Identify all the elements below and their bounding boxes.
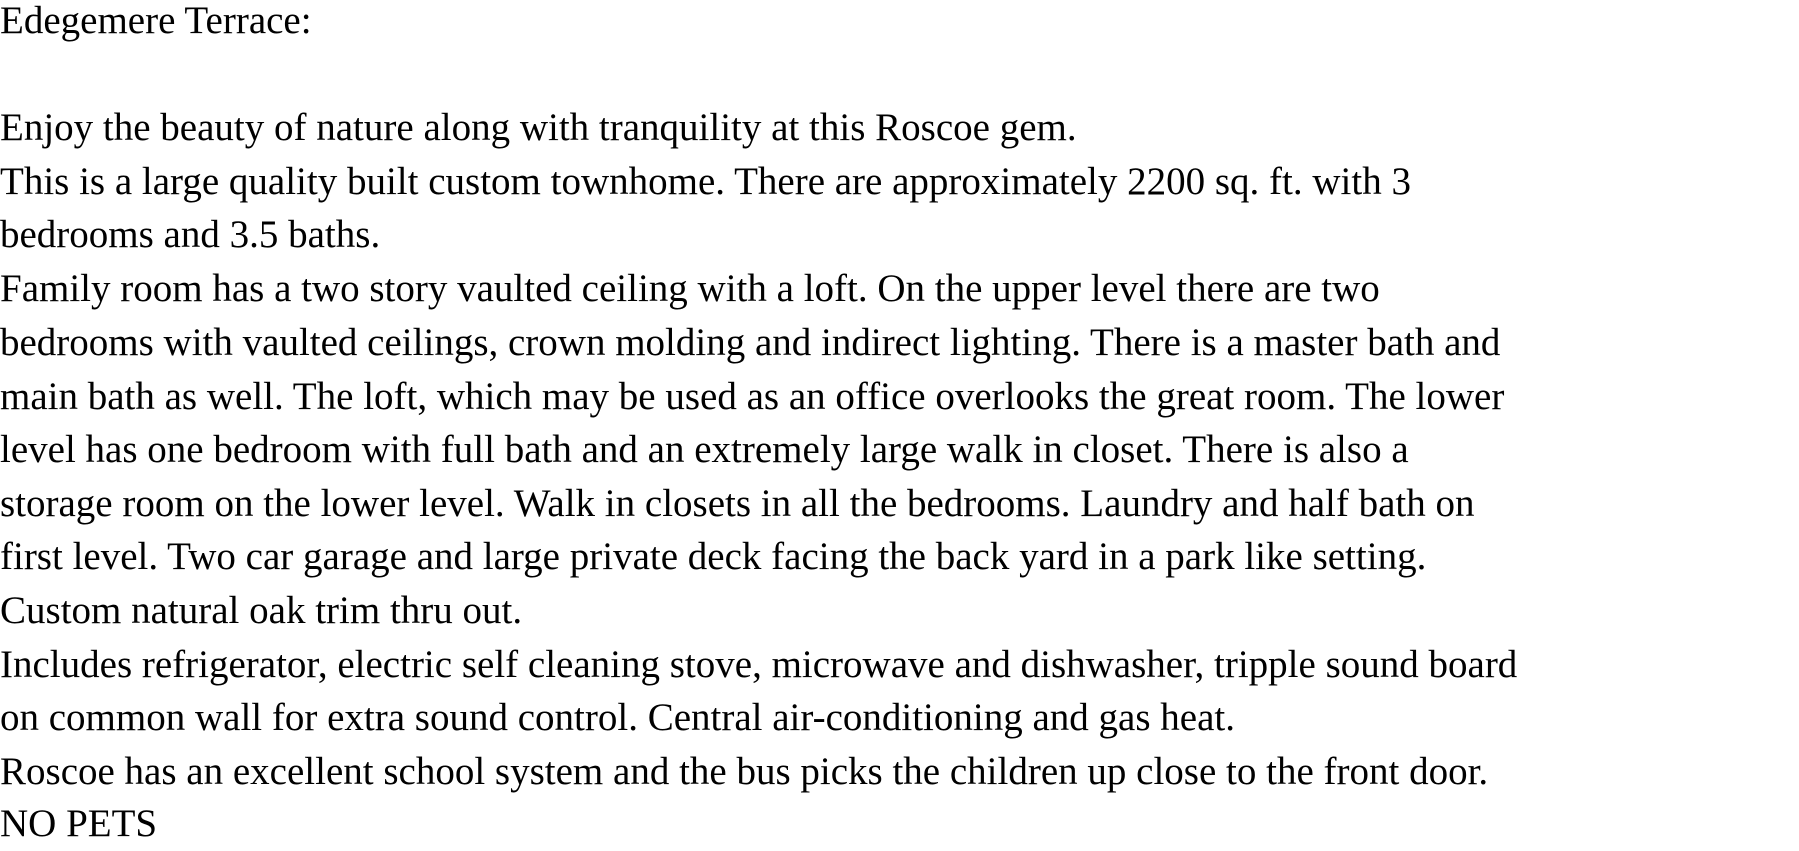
text-line-8: storage room on the lower level. Walk in closets in all the bedrooms. Laundry and half bath on: [0, 482, 1475, 525]
text-line-14: NO PETS: [0, 802, 158, 845]
text-line-3: bedrooms and 3.5 baths.: [0, 213, 381, 256]
text-line-5: bedrooms with vaulted ceilings, crown molding and indirect lighting. There is a master bath and: [0, 321, 1501, 364]
text-line-11: Includes refrigerator, electric self cleaning stove, microwave and dishwasher, tripple sound board: [0, 643, 1518, 686]
text-line-10: Custom natural oak trim thru out.: [0, 589, 523, 632]
text-line-4: Family room has a two story vaulted ceiling with a loft. On the upper level there are two: [0, 267, 1380, 310]
text-line-13: Roscoe has an excellent school system and the bus picks the children up close to the front door.: [0, 750, 1489, 793]
text-line-9: first level. Two car garage and large private deck facing the back yard in a park like setting.: [0, 535, 1427, 578]
text-line-6: main bath as well. The loft, which may be used as an office overlooks the great room. The lower: [0, 375, 1505, 418]
listing-title: Edegemere Terrace:: [0, 0, 312, 42]
text-line-2: This is a large quality built custom townhome. There are approximately 2200 sq. ft. with 3: [0, 160, 1411, 203]
text-line-7: level has one bedroom with full bath and an extremely large walk in closet. There is also a: [0, 428, 1409, 471]
text-line-1: Enjoy the beauty of nature along with tranquility at this Roscoe gem.: [0, 106, 1077, 149]
text-line-12: on common wall for extra sound control. Central air-conditioning and gas heat.: [0, 696, 1235, 739]
